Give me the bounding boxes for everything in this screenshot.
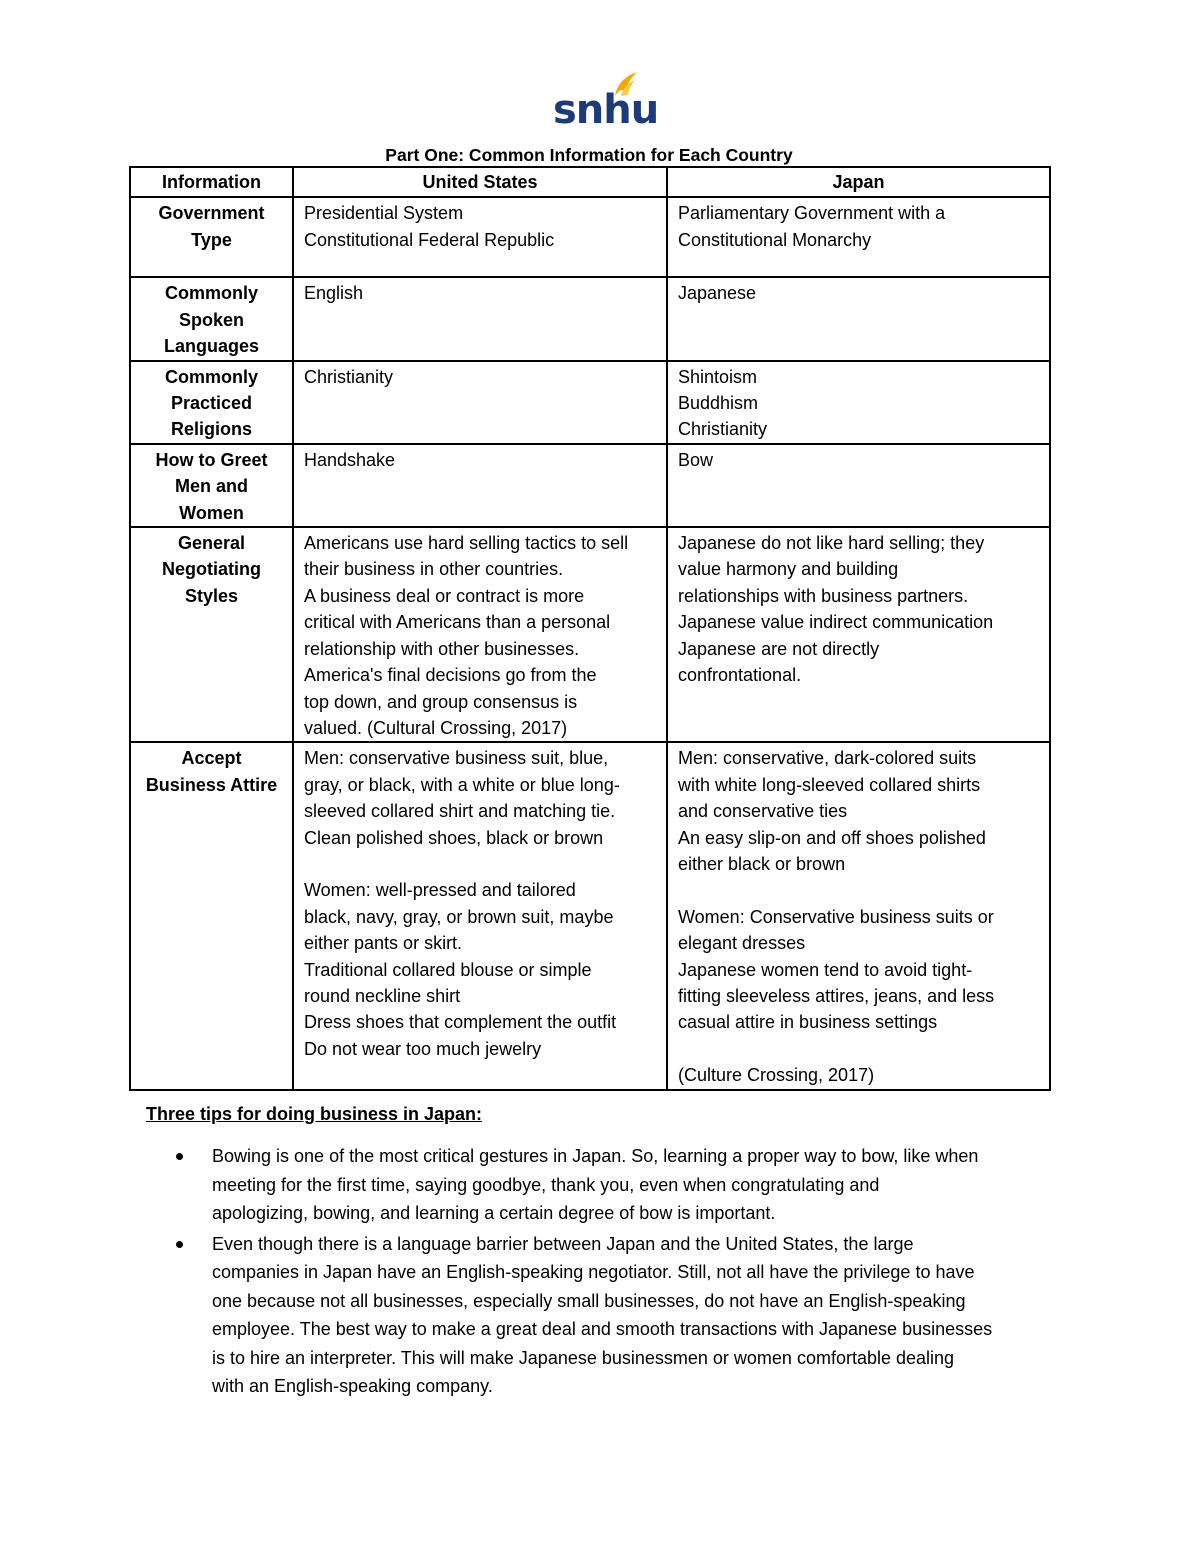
table-row bbox=[130, 277, 1050, 360]
japan-cell bbox=[667, 444, 1050, 527]
cell-line: elegant dresses bbox=[678, 933, 806, 954]
cell-line: Handshake bbox=[304, 449, 396, 470]
cell-line: either pants or skirt. bbox=[304, 933, 463, 954]
label-line: Commonly bbox=[164, 283, 258, 304]
us-cell bbox=[293, 527, 667, 742]
cell-line: either black or brown bbox=[678, 853, 846, 874]
label-line: Government bbox=[158, 203, 265, 224]
row-label bbox=[130, 197, 293, 277]
cell-line bbox=[304, 851, 656, 877]
cell-line: Women: well-pressed and tailored bbox=[304, 880, 576, 901]
cell-line: gray, or black, with a white or blue long- bbox=[304, 774, 620, 795]
cell-line: value harmony and building bbox=[678, 559, 899, 580]
cell-line: relationships with business partners. bbox=[678, 585, 969, 606]
cell-line: confrontational. bbox=[678, 665, 802, 686]
cell-line: casual attire in business settings bbox=[678, 1012, 938, 1033]
cell-line: An easy slip-on and off shoes polished bbox=[678, 827, 986, 848]
country-comparison-table bbox=[129, 166, 1051, 1091]
label-line: Commonly bbox=[164, 366, 258, 387]
cell-line: Men: conservative business suit, blue, bbox=[304, 748, 609, 769]
cell-line: Shintoism bbox=[678, 366, 758, 387]
cell-line: Japanese women tend to avoid tight- bbox=[678, 959, 973, 980]
cell-line: relationship with other businesses. bbox=[304, 638, 580, 659]
label-line: Accept bbox=[181, 748, 242, 769]
cell-line bbox=[678, 877, 1039, 903]
row-label bbox=[130, 361, 293, 444]
tip-line: Bowing is one of the most critical gestures in Japan. So, learning a proper way to bow, like when bbox=[212, 1146, 979, 1166]
cell-line: fitting sleeveless attires, jeans, and less bbox=[678, 985, 995, 1006]
table-title: Part One: Common Information for Each Country bbox=[385, 145, 793, 165]
japan-cell bbox=[667, 527, 1050, 742]
cell-line: with white long-sleeved collared shirts bbox=[678, 774, 981, 795]
label-line: General bbox=[177, 533, 246, 554]
label-line: Women bbox=[179, 502, 244, 523]
cell-line: Parliamentary Government with a bbox=[678, 203, 946, 224]
tip-line: Even though there is a language barrier between Japan and the United States, the large bbox=[212, 1233, 914, 1254]
row-label bbox=[130, 277, 293, 360]
label-line: Styles bbox=[184, 585, 239, 606]
bullet-icon bbox=[176, 1241, 183, 1248]
cell-line: Japanese value indirect communication bbox=[678, 612, 994, 633]
cell-line: Presidential System bbox=[304, 203, 464, 224]
cell-line: Constitutional Monarchy bbox=[678, 229, 872, 250]
label-line: Practiced bbox=[170, 393, 253, 414]
label-line: Spoken bbox=[178, 309, 244, 330]
cell-line: Men: conservative, dark-colored suits bbox=[678, 748, 977, 769]
label-line: Languages bbox=[163, 336, 260, 357]
cell-line: Clean polished shoes, black or brown bbox=[304, 827, 604, 848]
label-line: Negotiating bbox=[162, 559, 261, 580]
cell-line: Dress shoes that complement the outfit bbox=[304, 1012, 617, 1033]
cell-line: Traditional collared blouse or simple bbox=[304, 959, 592, 980]
cell-line: Japanese bbox=[678, 283, 757, 304]
table-row bbox=[130, 527, 1050, 742]
cell-line bbox=[678, 1036, 1039, 1062]
cell-line: Bow bbox=[678, 449, 714, 470]
cell-line: and conservative ties bbox=[678, 801, 848, 822]
us-cell bbox=[293, 444, 667, 527]
us-cell bbox=[293, 277, 667, 360]
tip-line: employee. The best way to make a great deal and smooth transactions with Japanese businesses bbox=[212, 1319, 993, 1339]
cell-line: Do not wear too much jewelry bbox=[304, 1038, 542, 1059]
tip-line: meeting for the first time, saying goodbye, thank you, even when congratulating and bbox=[212, 1174, 880, 1195]
tip-line: apologizing, bowing, and learning a certain degree of bow is important. bbox=[212, 1203, 776, 1223]
tips-heading: Three tips for doing business in Japan: bbox=[146, 1104, 483, 1124]
table-row bbox=[130, 742, 1050, 1089]
cell-line: black, navy, gray, or brown suit, maybe bbox=[304, 906, 614, 927]
tip-line: one because not all businesses, especially small businesses, do not have an English-speaking bbox=[212, 1290, 966, 1311]
header-information: Information bbox=[130, 167, 293, 197]
row-label bbox=[130, 742, 293, 1089]
label-line: Men and bbox=[174, 476, 248, 497]
label-line: Religions bbox=[170, 419, 252, 440]
cell-line: Buddhism bbox=[678, 393, 759, 414]
us-cell bbox=[293, 742, 667, 1089]
cell-line: A business deal or contract is more bbox=[304, 585, 585, 606]
table-header-row bbox=[130, 167, 1050, 197]
cell-line: sleeved collared shirt and matching tie. bbox=[304, 801, 616, 822]
cell-line: English bbox=[304, 283, 364, 304]
snhu-logo bbox=[553, 70, 659, 133]
cell-line: top down, and group consensus is bbox=[304, 691, 578, 712]
japan-cell bbox=[667, 197, 1050, 277]
header-united-states: United States bbox=[293, 167, 667, 197]
cell-line: Constitutional Federal Republic bbox=[304, 229, 555, 250]
cell-line: Japanese do not like hard selling; they bbox=[678, 533, 985, 554]
tip-line: companies in Japan have an English-speaking negotiator. Still, not all have the privilege to have bbox=[212, 1262, 975, 1282]
cell-line: Women: Conservative business suits or bbox=[678, 906, 994, 927]
tip-line: with an English-speaking company. bbox=[212, 1376, 493, 1396]
tips-list bbox=[146, 1142, 1066, 1403]
logo-text: snhu bbox=[553, 87, 659, 133]
label-line: Business Attire bbox=[145, 774, 278, 795]
header-japan: Japan bbox=[667, 167, 1050, 197]
list-item bbox=[146, 1142, 1066, 1228]
table-row bbox=[130, 444, 1050, 527]
cell-line: valued. (Cultural Crossing, 2017) bbox=[304, 717, 568, 738]
us-cell bbox=[293, 361, 667, 444]
cell-line: Christianity bbox=[678, 419, 768, 440]
tip-line: is to hire an interpreter. This will make Japanese businessmen or women comfortable dealing bbox=[212, 1347, 955, 1368]
label-line: How to Greet bbox=[155, 449, 268, 470]
cell-line: Christianity bbox=[304, 366, 394, 387]
cell-line: critical with Americans than a personal bbox=[304, 612, 611, 633]
us-cell bbox=[293, 197, 667, 277]
cell-line: their business in other countries. bbox=[304, 559, 564, 580]
cell-line: round neckline shirt bbox=[304, 985, 461, 1006]
label-line: Type bbox=[191, 229, 232, 250]
row-label bbox=[130, 444, 293, 527]
table-row bbox=[130, 197, 1050, 277]
japan-cell bbox=[667, 361, 1050, 444]
japan-cell bbox=[667, 277, 1050, 360]
cell-line: America's final decisions go from the bbox=[304, 665, 597, 686]
cell-line: (Culture Crossing, 2017) bbox=[678, 1065, 875, 1086]
cell-line: Americans use hard selling tactics to sell bbox=[304, 533, 629, 554]
cell-line: Japanese are not directly bbox=[678, 638, 880, 659]
japan-cell bbox=[667, 742, 1050, 1089]
table-row bbox=[130, 361, 1050, 444]
row-label bbox=[130, 527, 293, 742]
list-item bbox=[146, 1230, 1066, 1401]
bullet-icon bbox=[176, 1153, 183, 1160]
